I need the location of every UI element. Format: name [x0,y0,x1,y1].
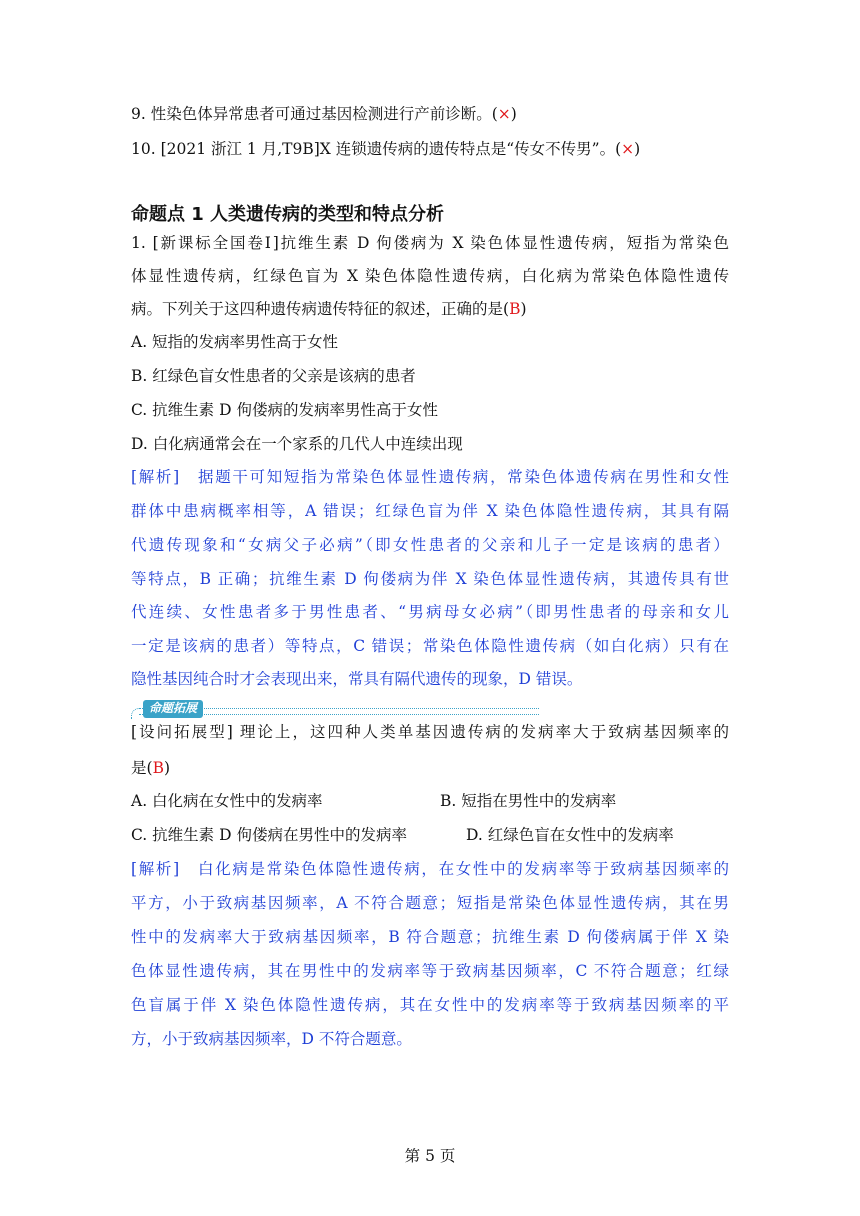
q2-answer: B [152,759,164,777]
q1-analysis-line-3: 代遗传现象和“女病父子必病”（即女性患者的父亲和儿子一定是该病的患者） [131,536,729,554]
extension-badge: 命题拓展 [143,700,203,718]
q1-stem-line-2: 体显性遗传病，红绿色盲为 X 染色体隐性遗传病，白化病为常染色体隐性遗传 [131,267,729,285]
q1-analysis-line-7: 隐性基因纯合时才会表现出来，常具有隔代遗传的现象，D 错误。 [131,670,583,688]
q1-option-b: B. 红绿色盲女性患者的父亲是该病的患者 [131,367,416,385]
q1-stem-line-1: 1. [新课标全国卷Ⅰ]抗维生素 D 佝偻病为 X 染色体显性遗传病，短指为常染色 [131,234,729,252]
q2-analysis-line-5: 色盲属于伴 X 染色体隐性遗传病，其在女性中的发病率等于致病基因频率的平 [131,996,729,1014]
q2-analysis-line-1: [解析] 白化病是常染色体隐性遗传病，在女性中的发病率等于致病基因频率的 [131,860,729,878]
q2-analysis-line-3: 性中的发病率大于致病基因频率，B 符合题意；抗维生素 D 佝偻病属于伴 X 染 [131,928,729,946]
q1-option-a: A. 短指的发病率男性高于女性 [131,333,339,351]
q1-answer: B [509,300,521,318]
q2-analysis-line-6: 方，小于致病基因频率，D 不符合题意。 [131,1030,412,1048]
q2-stem-line-1: [设问拓展型] 理论上，这四种人类单基因遗传病的发病率大于致病基因频率的 [131,723,729,741]
q1-option-d: D. 白化病通常会在一个家系的几代人中连续出现 [131,435,463,453]
q2-analysis-line-4: 色体显性遗传病，其在男性中的发病率等于致病基因频率，C 不符合题意；红绿 [131,962,729,980]
q1-analysis-line-4: 等特点，B 正确；抗维生素 D 佝偻病为伴 X 染色体显性遗传病，其遗传具有世 [131,570,729,588]
q2-analysis-line-2: 平方，小于致病基因频率，A 不符合题意；短指是常染色体显性遗传病，其在男 [131,894,729,912]
q1-analysis-line-1: [解析] 据题干可知短指为常染色体显性遗传病，常染色体遗传病在男性和女性 [131,468,729,486]
cross-mark-icon: × [621,140,635,158]
q2-option-b: B. 短指在男性中的发病率 [440,792,617,810]
review-item-10: 10. [2021 浙江 1 月,T9B]X 连锁遗传病的遗传特点是“传女不传男”。(×) [131,140,641,158]
review-item-9: 9. 性染色体异常患者可通过基因检测进行产前诊断。(×) [131,105,517,123]
page-number: 第 5 页 [404,1147,456,1165]
q1-option-c: C. 抗维生素 D 佝偻病的发病率男性高于女性 [131,401,438,419]
section-title: 命题点 1 人类遗传病的类型和特点分析 [131,204,445,225]
q2-option-a: A. 白化病在女性中的发病率 [131,792,323,810]
extension-divider [131,700,539,720]
q1-stem-line-3: 病。下列关于这四种遗传病遗传特征的叙述，正确的是(B) [131,300,527,318]
q1-analysis-line-6: 一定是该病的患者）等特点，C 错误；常染色体隐性遗传病（如白化病）只有在 [131,637,729,655]
q1-analysis-line-2: 群体中患病概率相等，A 错误；红绿色盲为伴 X 染色体隐性遗传病，其具有隔 [131,502,729,520]
q2-option-d: D. 红绿色盲在女性中的发病率 [466,826,674,844]
cross-mark-icon: × [497,105,511,123]
q1-analysis-line-5: 代连续、女性患者多于男性患者、“男病母女必病”（即男性患者的母亲和女儿 [131,603,729,621]
q2-stem-line-2: 是(B) [131,759,171,777]
q2-option-c: C. 抗维生素 D 佝偻病在男性中的发病率 [131,826,407,844]
